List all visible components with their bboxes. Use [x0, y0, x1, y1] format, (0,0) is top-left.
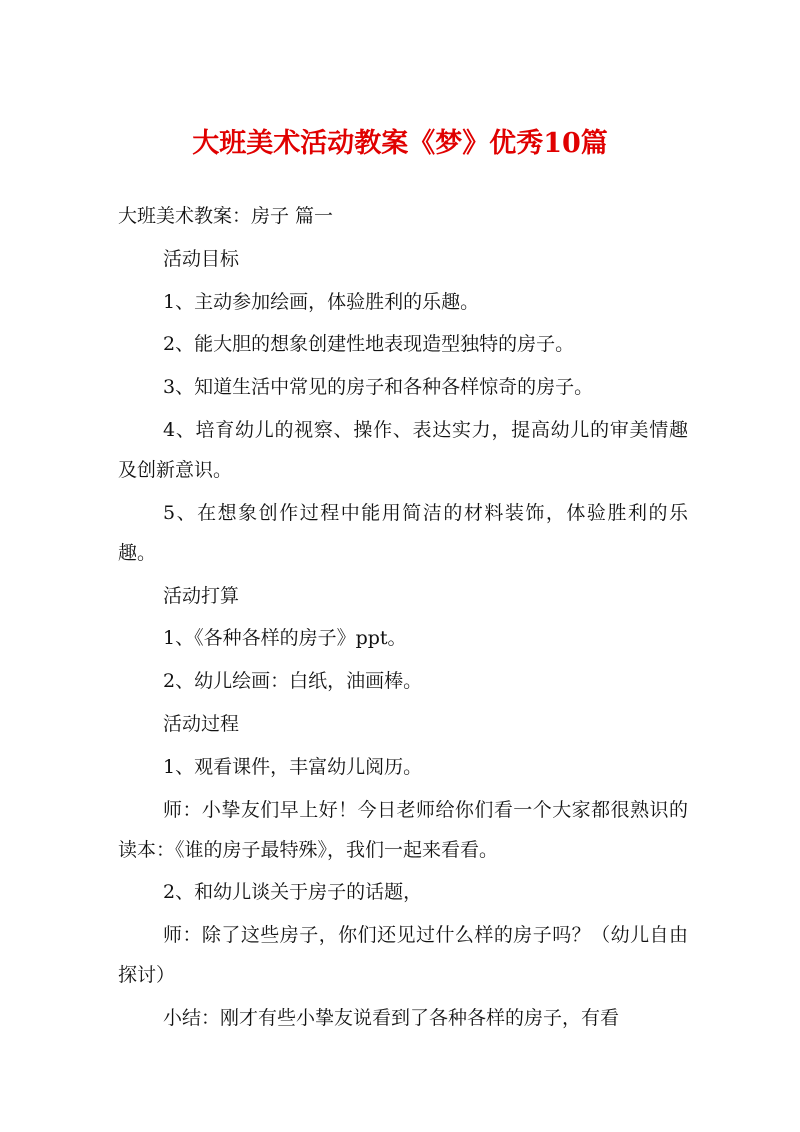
subheading-preparation: 活动打算 [163, 584, 240, 607]
process-item: 2、和幼儿谈关于房子的话题， [163, 881, 423, 904]
preparation-item: 2、幼儿绘画：白纸，油画棒。 [163, 670, 423, 693]
document-title: 大班美术活动教案《梦》优秀10篇 [192, 128, 608, 159]
goal-item: 2、能大胆的想象创建性地表现造型独特的房子。 [163, 333, 575, 356]
section-heading: 大班美术教案：房子 篇一 [118, 205, 334, 227]
goal-item: 3、知道生活中常见的房子和各种各样惊奇的房子。 [163, 376, 594, 399]
process-item: 1、观看课件，丰富幼儿阅历。 [163, 755, 423, 778]
preparation-item: 1、《各种各样的房子》ppt。 [163, 627, 407, 650]
process-paragraph: 小结：刚才有些小挚友说看到了各种各样的房子，有看 [163, 1006, 620, 1029]
subheading-goals: 活动目标 [163, 247, 240, 270]
subheading-process: 活动过程 [163, 712, 240, 735]
goal-item: 4、培育幼儿的视察、操作、表达实力，提高幼儿的审美情趣及创新意识。 [118, 418, 688, 481]
document-body [118, 196, 688, 1041]
process-paragraph: 师：除了这些房子，你们还见过什么样的房子吗？（幼儿自由探讨） [118, 924, 688, 987]
goal-item: 1、主动参加绘画，体验胜利的乐趣。 [163, 290, 480, 313]
process-paragraph: 师：小挚友们早上好！今日老师给你们看一个大家都很熟识的读本：《谁的房子最特殊》，我们一起来看看。 [118, 798, 688, 861]
goal-item: 5、在想象创作过程中能用简洁的材料装饰，体验胜利的乐趣。 [118, 501, 688, 564]
